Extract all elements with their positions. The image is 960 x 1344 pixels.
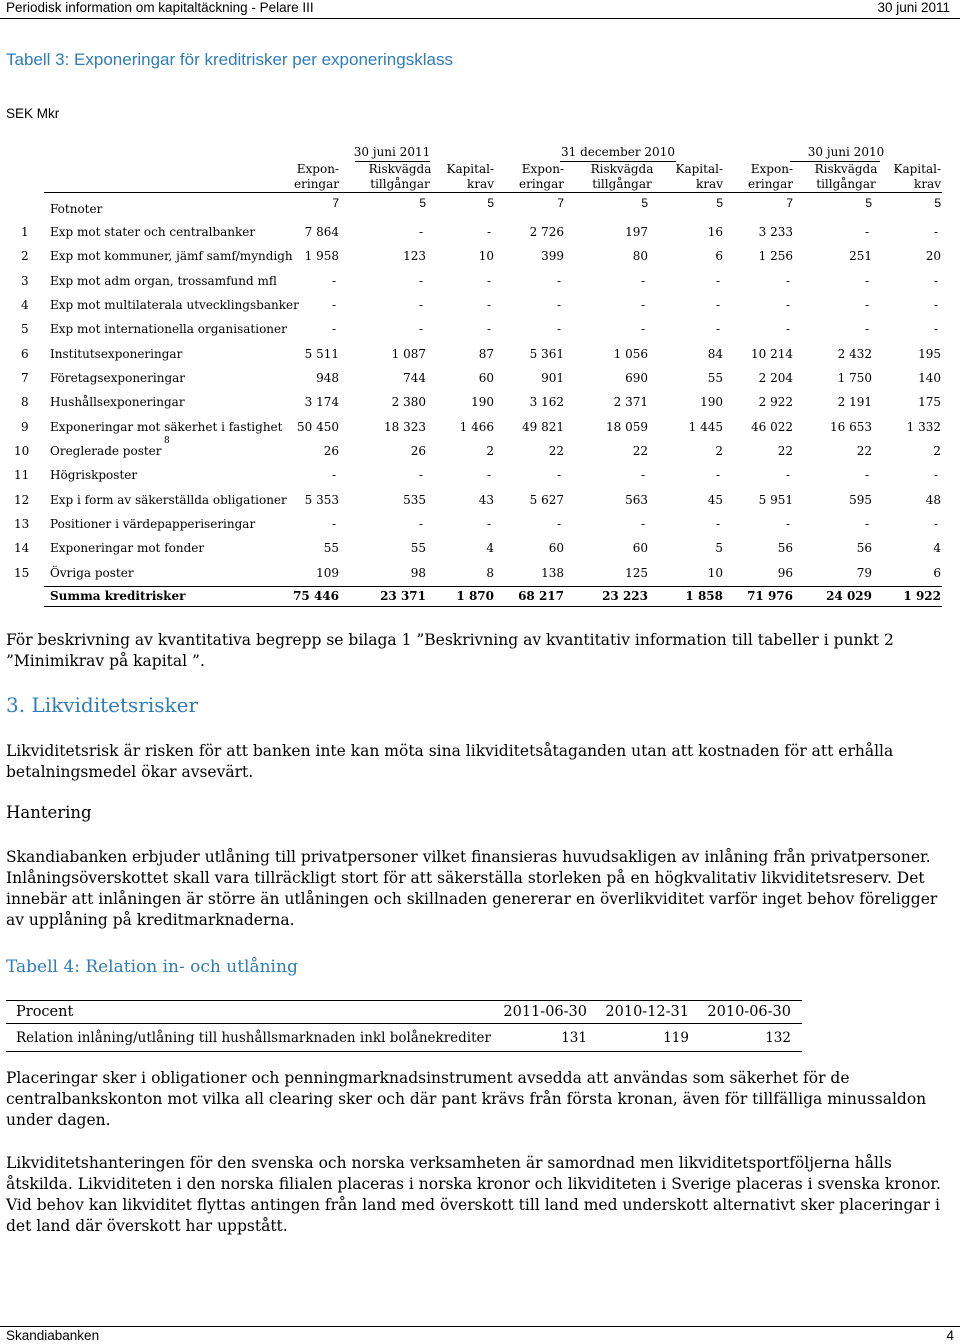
table-cell: - [785, 468, 790, 482]
row-number: 6 [21, 347, 29, 361]
management-paragraph: Likviditetshanteringen för den svenska och norska verksamheten är samordnad men likviditetsportföljerna hålls åtskilda. Likviditeten i den norska filialen placeras i norska kronor och likviditeten i Sverige placeras i svenska kronor. Vid behov kan likviditet flyttas antingen från land med överskott till land med underskott alternativt sker placeringar i det land där överskott har uppstått. [6, 1154, 941, 1235]
table-cell: 22 [548, 444, 564, 458]
table-cell: 2 922 [758, 395, 793, 409]
table-cell: 2 380 [391, 395, 426, 409]
row-label: Exponeringar mot säkerhet i fastighet [50, 420, 283, 434]
table-cell: 1 087 [391, 347, 426, 361]
total-cell: 1 858 [685, 589, 723, 603]
table-cell: 535 [403, 493, 426, 507]
table4-header-rule [6, 1023, 802, 1024]
table4-bottom-rule [6, 1051, 802, 1052]
table-cell: - [331, 322, 336, 336]
table-cell: 195 [918, 347, 941, 361]
total-cell: 68 217 [518, 589, 564, 603]
table-cell: 5 951 [758, 493, 793, 507]
table-cell: 2 191 [837, 395, 872, 409]
table-cell: 55 [410, 541, 426, 555]
footnote-label: Fotnoter [50, 202, 103, 216]
table4-title: Tabell 4: Relation in- och utlåning [6, 957, 298, 977]
table-cell: 1 466 [459, 420, 494, 434]
table-cell: 48 [925, 493, 941, 507]
table-cell: - [486, 225, 491, 239]
period-heading: 30 juni 2010 [807, 145, 885, 159]
column-heading-line: Expon- [296, 162, 339, 176]
section-heading: 3. Likviditetsrisker [6, 693, 199, 717]
table-cell: - [864, 274, 869, 288]
table-cell: - [715, 468, 720, 482]
total-cell: 71 976 [747, 589, 793, 603]
table-cell: 5 353 [304, 493, 339, 507]
table-cell: - [331, 298, 336, 312]
table-cell: 10 [478, 249, 494, 263]
table-cell: 2 432 [837, 347, 872, 361]
table-cell: - [933, 274, 938, 288]
table-cell: 10 [707, 566, 723, 580]
table-cell: 125 [625, 566, 648, 580]
column-heading-line: krav [467, 177, 494, 191]
row-label: Högriskposter [50, 468, 138, 482]
row-number: 1 [21, 225, 29, 239]
table-cell: - [640, 517, 645, 531]
table-cell: - [331, 517, 336, 531]
table-cell: 45 [707, 493, 723, 507]
period-heading: 30 juni 2011 [353, 145, 431, 159]
table-cell: - [331, 274, 336, 288]
column-heading-line: Expon- [521, 162, 564, 176]
table-cell: 6 [933, 566, 941, 580]
table4-cell: 131 [561, 1030, 587, 1046]
table-cell: 18 059 [606, 420, 648, 434]
table-cell: - [418, 225, 423, 239]
table4-row-label: Relation inlåning/utlåning till hushållsmarknaden inkl bolånekrediter [16, 1030, 491, 1046]
footnote-ref: 5 [934, 196, 941, 210]
table-cell: - [933, 322, 938, 336]
table-cell: 56 [777, 541, 793, 555]
table-cell: - [864, 468, 869, 482]
row-number: 3 [21, 274, 29, 288]
table-cell: 26 [323, 444, 339, 458]
table-cell: 3 162 [529, 395, 564, 409]
table-cell: - [486, 517, 491, 531]
total-bottom-rule [44, 606, 942, 607]
table-cell: 399 [541, 249, 564, 263]
header-divider [0, 18, 960, 19]
placements-paragraph: Placeringar sker i obligationer och penningmarknadsinstrument avsedda att användas som säkerhet för de centralbankskonton mot vilka all clearing sker och där pant krävs från första kronan, även för tillfälliga minussaldon under dagen. [6, 1069, 927, 1129]
table4-header-date: 2010-12-31 [605, 1004, 689, 1020]
footnote-ref: 7 [557, 196, 564, 210]
table-cell: 175 [918, 395, 941, 409]
table-cell: - [640, 322, 645, 336]
column-heading [713, 162, 793, 192]
column-heading-line: Kapital- [446, 162, 494, 176]
table-cell: 98 [410, 566, 426, 580]
table-cell: 2 204 [758, 371, 793, 385]
row-label: Exponeringar mot fonder [50, 541, 205, 555]
row-label: Exp mot multilaterala utvecklingsbanker [50, 298, 299, 312]
table-cell: 1 445 [688, 420, 723, 434]
footer-company: Skandiabanken [6, 1328, 100, 1343]
table-header-rule [44, 192, 942, 193]
column-heading-line: Expon- [750, 162, 793, 176]
table4-header-label: Procent [16, 1004, 74, 1020]
table-cell: - [486, 468, 491, 482]
table-cell: 55 [707, 371, 723, 385]
table-cell: - [640, 274, 645, 288]
note-paragraph: För beskrivning av kvantitativa begrepp se bilaga 1 ”Beskrivning av kvantitativ information till tabeller i punkt 2 ”Minimikrav på kapital ”. [6, 631, 894, 670]
table-cell: 22 [632, 444, 648, 458]
table-cell: - [486, 274, 491, 288]
footnote-ref: 5 [641, 196, 648, 210]
row-number: 15 [14, 566, 30, 580]
column-heading [643, 162, 723, 192]
table-cell: 7 864 [304, 225, 339, 239]
header-title: Periodisk information om kapitaltäckning - Pelare III [6, 0, 314, 15]
table-cell: - [864, 298, 869, 312]
table4-cell: 132 [765, 1030, 791, 1046]
table-cell: 5 627 [529, 493, 564, 507]
table-cell: - [418, 274, 423, 288]
column-heading-line: eringar [519, 177, 564, 191]
footnote-ref: 5 [419, 196, 426, 210]
table-cell: 96 [777, 566, 793, 580]
column-heading-line: krav [914, 177, 941, 191]
table-cell: 26 [410, 444, 426, 458]
table-cell: 60 [478, 371, 494, 385]
table-cell: 50 450 [297, 420, 339, 434]
period-heading: 31 december 2010 [561, 145, 675, 159]
row-number: 9 [21, 420, 29, 434]
table-cell: - [715, 298, 720, 312]
table3-title: Tabell 3: Exponeringar för kreditrisker per exponeringsklass [6, 50, 453, 69]
row-number: 4 [21, 298, 29, 312]
column-heading [861, 162, 941, 192]
hantering-paragraph: Skandiabanken erbjuder utlåning till privatpersoner vilket finansieras huvudsakligen av inlåning från privatpersoner. Inlåningsöverskottet skall vara tillräckligt stort för att säkerställa storleken på en högkvalitativ likviditetsreserv. Det innebär att inlåningen är större än utlåningen och skillnaden genererar en överlikviditet varför inget behov föreligger av upplåning på kreditmarknaderna. [6, 848, 938, 929]
column-heading-line: Riskvägda [590, 162, 654, 176]
table-cell: 2 [486, 444, 494, 458]
row-number: 8 [21, 395, 29, 409]
table-cell: - [933, 468, 938, 482]
table-cell: - [785, 322, 790, 336]
total-cell: 23 223 [602, 589, 648, 603]
table-cell: - [864, 517, 869, 531]
table-cell: 901 [541, 371, 564, 385]
column-heading-line: tillgångar [816, 177, 876, 191]
column-heading [414, 162, 494, 192]
row-footnote-sup: 8 [164, 436, 170, 446]
column-heading-line: Riskvägda [814, 162, 878, 176]
table4-top-rule [6, 1000, 802, 1001]
table-cell: 251 [849, 249, 872, 263]
table-cell: - [418, 468, 423, 482]
table-cell: - [785, 298, 790, 312]
table-cell: 8 [486, 566, 494, 580]
table-cell: - [640, 298, 645, 312]
table4-cell: 119 [663, 1030, 689, 1046]
total-label: Summa kreditrisker [50, 589, 186, 603]
table-cell: 595 [849, 493, 872, 507]
table-cell: - [418, 322, 423, 336]
footnote-ref: 5 [487, 196, 494, 210]
table-cell: 5 361 [529, 347, 564, 361]
table-cell: 6 [715, 249, 723, 263]
total-cell: 24 029 [826, 589, 872, 603]
table-cell: 109 [316, 566, 339, 580]
table-cell: - [933, 298, 938, 312]
table-cell: 138 [541, 566, 564, 580]
row-label: Övriga poster [50, 566, 134, 580]
table-cell: - [785, 274, 790, 288]
table-cell: 2 371 [613, 395, 648, 409]
table-cell: - [556, 298, 561, 312]
table-cell: 690 [625, 371, 648, 385]
row-number: 10 [14, 444, 30, 458]
row-number: 7 [21, 371, 29, 385]
table-cell: - [864, 225, 869, 239]
column-heading-line: Kapital- [675, 162, 723, 176]
table-cell: 4 [933, 541, 941, 555]
table4-header-date: 2011-06-30 [503, 1004, 587, 1020]
table-cell: 1 958 [304, 249, 339, 263]
table-cell: - [418, 298, 423, 312]
table-cell: - [715, 274, 720, 288]
row-label: Exp i form av säkerställda obligationer [50, 493, 287, 507]
table-cell: 190 [471, 395, 494, 409]
table-cell: 60 [632, 541, 648, 555]
footnote-ref: 5 [865, 196, 872, 210]
row-number: 12 [14, 493, 30, 507]
table-cell: 1 750 [837, 371, 872, 385]
table-cell: 744 [403, 371, 426, 385]
row-label: Exp mot internationella organisationer [50, 322, 287, 336]
table-cell: 5 511 [304, 347, 339, 361]
total-cell: 1 922 [903, 589, 941, 603]
table-cell: 3 233 [758, 225, 793, 239]
table-cell: 55 [323, 541, 339, 555]
row-label: Företagsexponeringar [50, 371, 186, 385]
column-heading-line: Kapital- [893, 162, 941, 176]
table-cell: 4 [486, 541, 494, 555]
column-heading-line: Riskvägda [368, 162, 432, 176]
table-cell: - [715, 517, 720, 531]
column-heading-line: eringar [294, 177, 339, 191]
table-cell: 80 [632, 249, 648, 263]
table4-header-date: 2010-06-30 [707, 1004, 791, 1020]
table-cell: 16 [707, 225, 723, 239]
column-heading [259, 162, 339, 192]
table-cell: 948 [316, 371, 339, 385]
row-label: Exp mot stater och centralbanker [50, 225, 256, 239]
table-cell: 3 174 [304, 395, 339, 409]
table-cell: 79 [856, 566, 872, 580]
table-cell: - [933, 517, 938, 531]
table-cell: - [556, 322, 561, 336]
table-cell: 5 [715, 541, 723, 555]
table-cell: 2 [933, 444, 941, 458]
row-number: 2 [21, 249, 29, 263]
page-number: 4 [946, 1328, 954, 1343]
table-cell: 1 056 [613, 347, 648, 361]
table-cell: 140 [918, 371, 941, 385]
table-cell: - [486, 298, 491, 312]
table-cell: 56 [856, 541, 872, 555]
table-cell: 563 [625, 493, 648, 507]
subheading-hantering: Hantering [6, 803, 92, 822]
table-cell: - [933, 225, 938, 239]
table-cell: 49 821 [522, 420, 564, 434]
row-number: 11 [14, 468, 30, 482]
table-cell: - [418, 517, 423, 531]
table-cell: - [640, 468, 645, 482]
header-date: 30 juni 2011 [877, 0, 950, 15]
table-cell: 46 022 [751, 420, 793, 434]
table-cell: 10 214 [751, 347, 793, 361]
total-top-rule [44, 586, 942, 587]
row-number: 14 [14, 541, 30, 555]
table-cell: - [331, 468, 336, 482]
total-cell: 75 446 [293, 589, 339, 603]
total-cell: 23 371 [380, 589, 426, 603]
row-label: Oreglerade poster [50, 444, 162, 458]
column-heading-line: eringar [748, 177, 793, 191]
row-label: Positioner i värdepapperiseringar [50, 517, 256, 531]
section-intro: Likviditetsrisk är risken för att banken inte kan möta sina likviditetsåtaganden utan att kostnaden för att erhålla betalningsmedel ökar avsevärt. [6, 742, 894, 781]
footnote-ref: 5 [716, 196, 723, 210]
table-cell: 84 [707, 347, 723, 361]
table-cell: 22 [777, 444, 793, 458]
row-label: Exp mot adm organ, trossamfund mfl [50, 274, 277, 288]
table-cell: - [556, 468, 561, 482]
column-heading-line: krav [696, 177, 723, 191]
table-cell: - [556, 517, 561, 531]
table-cell: 18 323 [384, 420, 426, 434]
table-cell: 43 [478, 493, 494, 507]
table-cell: 87 [478, 347, 494, 361]
table-cell: - [556, 274, 561, 288]
table-cell: - [864, 322, 869, 336]
table3-unit: SEK Mkr [6, 106, 60, 121]
row-label: Exp mot kommuner, jämf samf/myndigh [50, 249, 293, 263]
table-cell: 16 653 [830, 420, 872, 434]
table-cell: 1 256 [758, 249, 793, 263]
table-cell: 22 [856, 444, 872, 458]
table-cell: 60 [548, 541, 564, 555]
row-number: 5 [21, 322, 29, 336]
table-cell: 123 [403, 249, 426, 263]
row-label: Hushållsexponeringar [50, 395, 185, 409]
total-cell: 1 870 [456, 589, 494, 603]
footnote-ref: 7 [786, 196, 793, 210]
table-cell: 20 [925, 249, 941, 263]
table-cell: 190 [700, 395, 723, 409]
column-heading-line: tillgångar [370, 177, 430, 191]
row-label: Institutsexponeringar [50, 347, 183, 361]
table-cell: 197 [625, 225, 648, 239]
table-cell: 2 726 [529, 225, 564, 239]
column-heading-line: tillgångar [592, 177, 652, 191]
footnote-ref: 7 [332, 196, 339, 210]
table-cell: 2 [715, 444, 723, 458]
table-cell: 1 332 [906, 420, 941, 434]
column-heading [484, 162, 564, 192]
footer-divider [0, 1326, 960, 1327]
table-cell: - [486, 322, 491, 336]
row-number: 13 [14, 517, 30, 531]
table-cell: - [785, 517, 790, 531]
table-cell: - [715, 322, 720, 336]
